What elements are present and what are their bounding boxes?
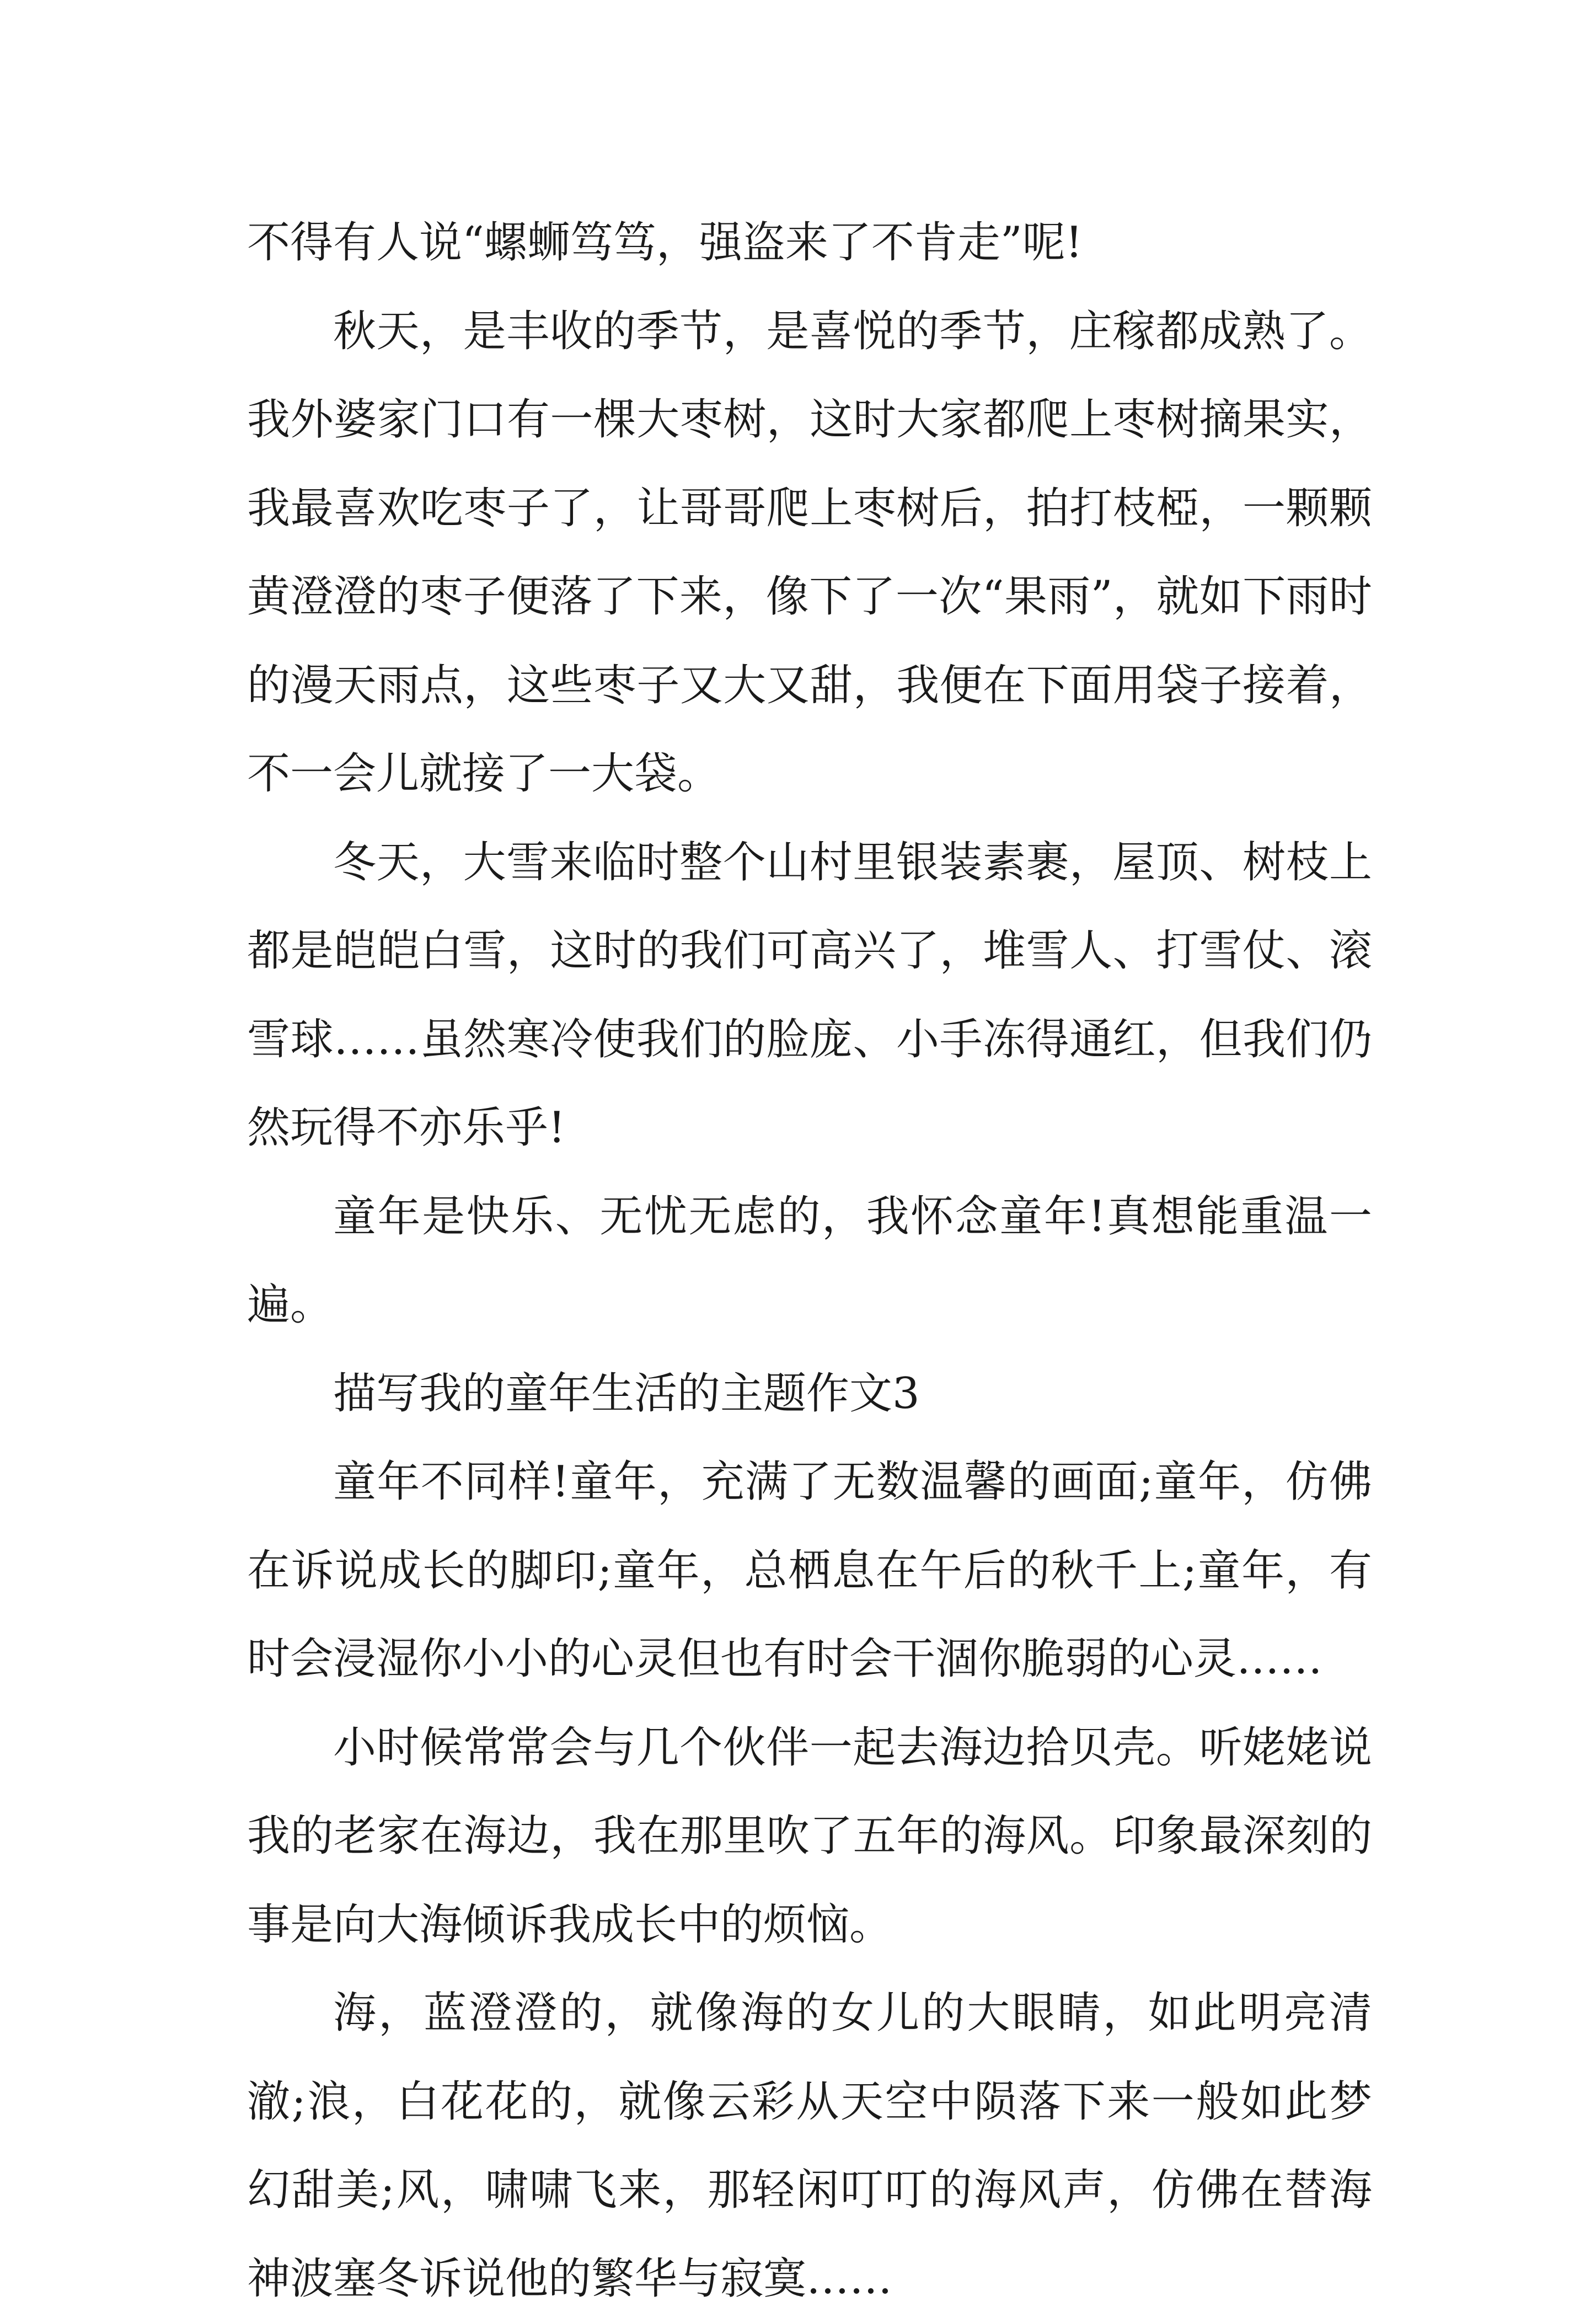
paragraph-seaside: 小时候常常会与几个伙伴一起去海边拾贝壳。听姥姥说我的老家在海边，我在那里吹了五年的海风。印象最深刻的事是向大海倾诉我成长中的烦恼。 bbox=[247, 1722, 1372, 1950]
paragraph-winter: 冬天，大雪来临时整个山村里银装素裹，屋顶、树枝上都是皑皑白雪，这时的我们可高兴了，堆雪人、打雪仗、滚雪球……虽然寒冷使我们的脸庞、小手冻得通红，但我们仍然玩得不亦乐乎! bbox=[247, 837, 1372, 1153]
body-text bbox=[247, 199, 1372, 2323]
paragraph-childhood-intro: 童年不同样!童年，充满了无数温馨的画面;童年，仿佛在诉说成长的脚印;童年，总栖息在午后的秋千上;童年，有时会浸湿你小小的心灵但也有时会干涸你脆弱的心灵…… bbox=[247, 1457, 1372, 1684]
paragraph-conclusion: 童年是快乐、无忧无虑的，我怀念童年!真想能重温一遍。 bbox=[247, 1191, 1372, 1330]
section-title: 描写我的童年生活的主题作文3 bbox=[333, 1368, 920, 1419]
paragraph-sea-description: 海，蓝澄澄的，就像海的女儿的大眼睛，如此明亮清澈;浪，白花花的，就像云彩从天空中陨落下来一般如此梦幻甜美;风，啸啸飞来，那轻闲叮叮的海风声，仿佛在替海神波塞冬诉说他的繁华与寂寞…… bbox=[247, 1988, 1372, 2304]
paragraph-continuation: 不得有人说“螺蛳笃笃，强盗来了不肯走”呢! bbox=[247, 218, 1083, 267]
paragraph-autumn: 秋天，是丰收的季节，是喜悦的季节，庄稼都成熟了。我外婆家门口有一棵大枣树，这时大家都爬上枣树摘果实，我最喜欢吃枣子了，让哥哥爬上枣树后，拍打枝椏，一颗颗黄澄澄的枣子便落了下来，像下了一次“果雨”，就如下雨时的漫天雨点，这些枣子又大又甜，我便在下面用袋子接着，不一会儿就接了一大袋。 bbox=[247, 306, 1372, 799]
